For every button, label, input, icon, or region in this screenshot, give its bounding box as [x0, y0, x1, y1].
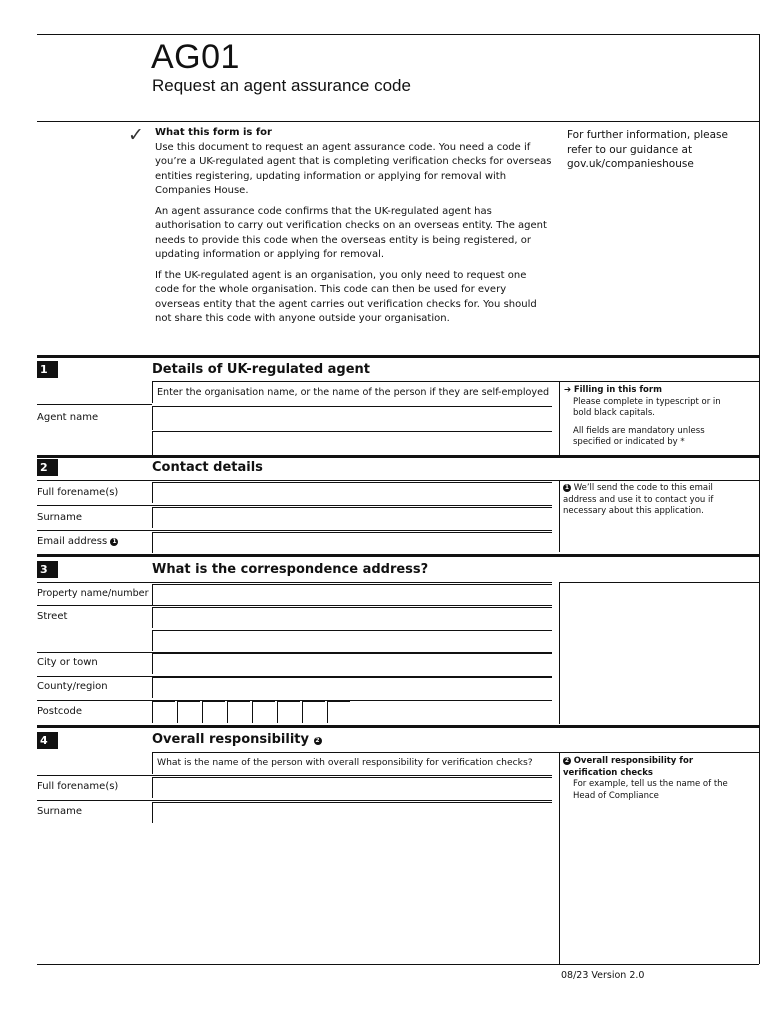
- postcode-box-6[interactable]: [277, 701, 300, 723]
- section-4-heading: Overall responsibility: [152, 732, 309, 747]
- section-3-rule: [37, 554, 759, 557]
- city-label: City or town: [37, 657, 98, 668]
- postcode-box-3[interactable]: [202, 701, 225, 723]
- section-4-number: 4: [37, 732, 58, 749]
- responsible-surname-label: Surname: [37, 806, 82, 817]
- bottom-rule: [37, 964, 759, 965]
- agent-name-input-2[interactable]: [152, 431, 552, 455]
- agent-name-rule: [37, 404, 152, 405]
- email-label-text: Email address: [37, 536, 108, 547]
- email-note-text: We’ll send the code to this email address and use it to contact you if necessary about this application.: [563, 483, 714, 516]
- contact-forename-label: Full forename(s): [37, 487, 119, 498]
- section-1-instruction: Enter the organisation name, or the name of the person if they are self-employed: [157, 387, 550, 398]
- agent-name-label: Agent name: [37, 412, 99, 423]
- section-1-number: 1: [37, 361, 58, 378]
- responsible-surname-input[interactable]: [152, 802, 552, 823]
- top-rule: [37, 34, 759, 35]
- circled-one-icon: 1: [112, 538, 117, 545]
- section-3-note-rule: [559, 582, 759, 583]
- city-input[interactable]: [152, 653, 552, 674]
- postcode-box-5[interactable]: [252, 701, 275, 723]
- filling-note-heading: Filling in this form: [573, 385, 662, 395]
- postcode-box-2[interactable]: [177, 701, 200, 723]
- county-input[interactable]: [152, 677, 552, 698]
- postcode-box-4[interactable]: [227, 701, 250, 723]
- responsibility-note-heading: Overall responsibility for verification checks: [563, 756, 694, 778]
- postcode-label: Postcode: [37, 706, 83, 717]
- section-4-instruction: What is the name of the person with overall responsibility for verification checks?: [157, 757, 533, 768]
- postcode-box-7[interactable]: [302, 701, 325, 723]
- section-4-sub-rule: [152, 752, 759, 753]
- form-code: AG01: [151, 38, 240, 76]
- responsible-forename-input[interactable]: [152, 777, 552, 798]
- property-label: Property name/number: [37, 588, 149, 599]
- street-label: Street: [37, 611, 68, 622]
- responsibility-note: [563, 756, 733, 802]
- postcode-box-8[interactable]: [327, 701, 350, 723]
- contact-email-label: [37, 536, 118, 547]
- intro-para-3: If the UK-regulated agent is an organisation, you only need to request one code for the whole organisation. This code can then be used for every overseas entity that the agent carries out verification checks for. You should not share this code with anyone outside your organisation.: [155, 269, 537, 324]
- form-title: Request an agent assurance code: [152, 76, 411, 95]
- address-rule-1: [37, 605, 552, 606]
- section-2-number: 2: [37, 459, 58, 476]
- section-1-rule: [37, 355, 759, 358]
- section-3-sub-rule: [37, 582, 552, 583]
- section-4-heading-wrap: [152, 732, 322, 747]
- arrow-right-icon: ➔: [564, 385, 572, 395]
- responsibility-note-text: For example, tell us the name of the Head of Compliance: [573, 779, 728, 801]
- responsible-forename-label: Full forename(s): [37, 781, 119, 792]
- contact-rule-2: [37, 530, 552, 531]
- version-label: 08/23 Version 2.0: [561, 970, 645, 981]
- section-2-heading: Contact details: [152, 460, 263, 475]
- contact-surname-input[interactable]: [152, 507, 552, 528]
- section-2-note-divider: [559, 480, 560, 552]
- section-1-sub-rule: [152, 381, 759, 382]
- contact-forename-input[interactable]: [152, 482, 552, 503]
- street-input-2[interactable]: [152, 630, 552, 651]
- contact-email-input[interactable]: [152, 532, 552, 553]
- postcode-box-1[interactable]: [152, 701, 175, 723]
- agent-name-input-1[interactable]: [152, 406, 552, 430]
- property-input[interactable]: [152, 584, 552, 605]
- further-info: For further information, please refer to our guidance at gov.uk/companieshouse: [567, 129, 728, 170]
- section-1-heading: Details of UK-regulated agent: [152, 362, 371, 377]
- section-1-note-divider: [559, 381, 560, 455]
- right-border: [759, 34, 760, 964]
- section-2-sub-rule: [37, 480, 759, 481]
- header-rule: [37, 121, 759, 122]
- contact-surname-label: Surname: [37, 512, 82, 523]
- circled-one-icon: 1: [564, 484, 570, 491]
- filling-note: [564, 385, 730, 449]
- section-4-rule-2: [37, 800, 552, 801]
- filling-note-text-2: All fields are mandatory unless specified or indicated by *: [573, 425, 705, 447]
- checkmark-icon: ✓: [128, 124, 144, 146]
- county-label: County/region: [37, 681, 108, 692]
- section-3-number: 3: [37, 561, 58, 578]
- section-3-note-divider: [559, 582, 560, 724]
- filling-note-text: Please complete in typescript or in bold black capitals.: [573, 396, 721, 418]
- street-input-1[interactable]: [152, 607, 552, 628]
- intro-heading: What this form is for: [155, 127, 272, 138]
- section-4-rule: [37, 725, 759, 728]
- contact-rule-1: [37, 505, 552, 506]
- intro-block: [155, 126, 553, 327]
- circled-two-icon: 2: [564, 757, 570, 764]
- section-2-rule: [37, 455, 759, 458]
- section-4-instr-divider: [152, 752, 153, 774]
- intro-para-1: Use this document to request an agent assurance code. You need a code if you’re a UK-regulated agent that is completing verification checks for overseas entities registering, updating information or applying for removal with Companies House.: [155, 141, 552, 196]
- email-note: [563, 483, 733, 518]
- section-3-heading: What is the correspondence address?: [152, 562, 429, 577]
- section-4-rule-1: [37, 775, 552, 776]
- section-1-divider: [152, 381, 153, 403]
- intro-para-2: An agent assurance code confirms that the UK-regulated agent has authorisation to carry out verification checks on an overseas entity. The agent needs to provide this code when the overseas entity is being registered, or updating information or applying for removal.: [155, 205, 547, 260]
- circled-two-icon: 2: [315, 737, 320, 744]
- section-4-note-divider: [559, 752, 560, 964]
